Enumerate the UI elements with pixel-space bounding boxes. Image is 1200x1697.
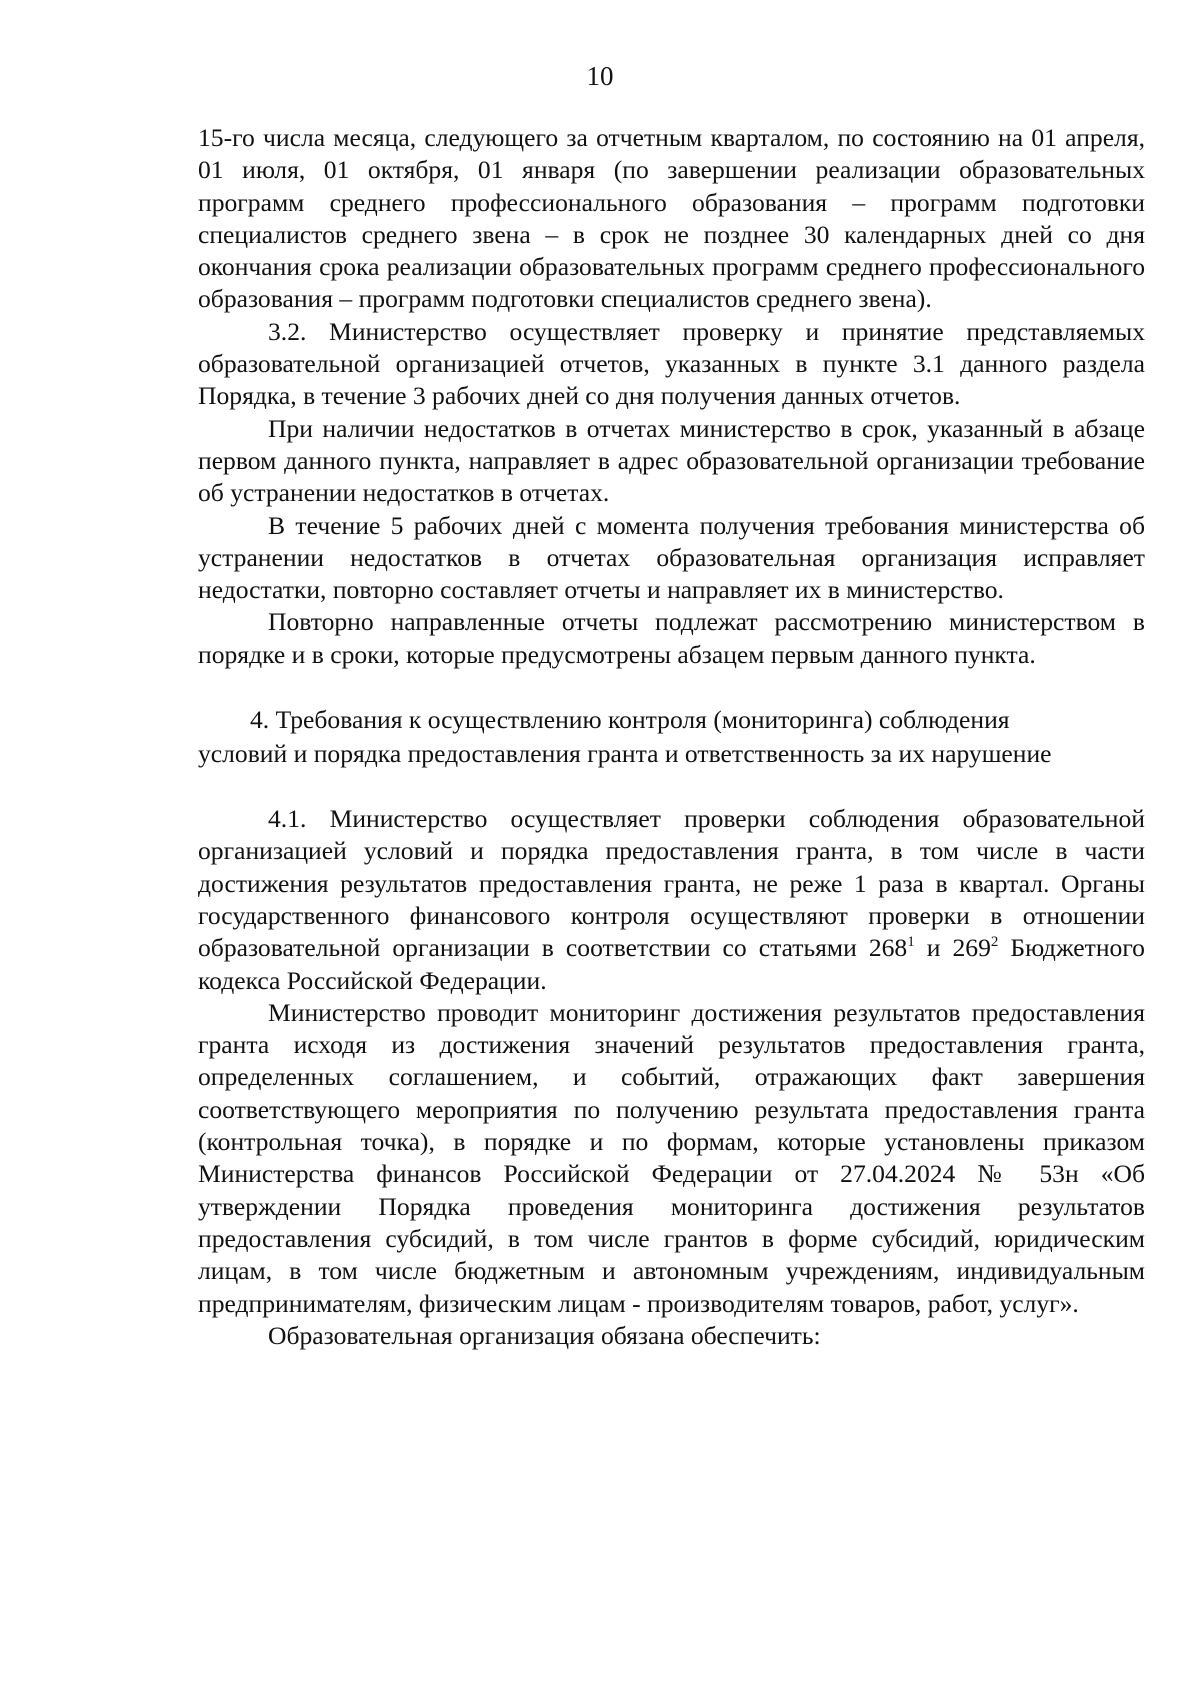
- document-body: [198, 122, 1145, 1352]
- paragraph-4-1: [198, 803, 1145, 997]
- paragraph-4-1-text-a: 4.1. Министерство осуществляет проверки соблюдения образовательной организацией условий и порядка предоставления гранта, в том числе в части достижения результатов предоставления гранта, не реже 1 раза в квартал. Органы государственного финансового контроля осуществляют проверки в отношении образовательной организации в соответствии со статьями 268: [198, 804, 1145, 963]
- paragraph-deficiencies: При наличии недостатков в отчетах министерство в срок, указанный в абзаце первом данного пункта, направляет в адрес образовательной организации требование об устранении недостатков в отчетах.: [198, 413, 1145, 508]
- section-4-heading: [198, 703, 1145, 771]
- page-number: 10: [586, 61, 614, 91]
- paragraph-resubmission: Повторно направленные отчеты подлежат рассмотрению министерством в порядке и в сроки, которые предусмотрены абзацем первым данного пункта.: [198, 607, 1145, 669]
- paragraph-obligations: Образовательная организация обязана обеспечить:: [268, 1320, 821, 1350]
- section-heading-line-1: 4. Требования к осуществлению контроля (мониторинга) соблюдения: [250, 705, 1010, 735]
- paragraph-3-2: 3.2. Министерство осуществляет проверку и принятие представляемых образовательной организацией отчетов, указанных в пункте 3.1 данного раздела Порядка, в течение 3 рабочих дней со дня получения данных отчетов.: [198, 316, 1145, 411]
- paragraph-report-deadlines: 15-го числа месяца, следующего за отчетным кварталом, по состоянию на 01 апреля, 01 июля, 01 октября, 01 января (по завершении реализации образовательных программ среднего профессионального образования – программ подготовки специалистов среднего звена – в срок не позднее 30 календарных дней со дня окончания срока реализации образовательных программ среднего профессионального образования – программ подготовки специалистов среднего звена).: [198, 123, 1145, 314]
- superscript-2: 2: [990, 934, 999, 951]
- paragraph-4-1-text-c: Бюджетного кодекса Российской Федерации.: [198, 933, 1145, 995]
- paragraph-4-1-text-b: и 269: [914, 933, 991, 963]
- paragraph-monitoring: Министерство проводит мониторинг достижения результатов предоставления гранта исходя из достижения значений результатов предоставления гранта, определенных соглашением, и событий, отражающих факт завершения соответствующего мероприятия по получению результата предоставления гранта (контрольная точка), в порядке и по формам, которые установлены приказом Министерства финансов Российской Федерации от 27.04.2024 № 53н «Об утверждении Порядка проведения мониторинга достижения результатов предоставления субсидий, в том числе грантов в форме субсидий, юридическим лицам, в том числе бюджетным и автономным учреждениям, индивидуальным предпринимателям, физическим лицам - производителям товаров, работ, услуг».: [198, 997, 1145, 1318]
- section-heading-line-2: условий и порядка предоставления гранта и ответственность за их нарушение: [198, 739, 1052, 769]
- paragraph-correction: В течение 5 рабочих дней с момента получения требования министерства об устранении недостатков в отчетах образовательная организация исправляет недостатки, повторно составляет отчеты и направляет их в министерство.: [198, 510, 1145, 605]
- superscript-1: 1: [907, 934, 915, 951]
